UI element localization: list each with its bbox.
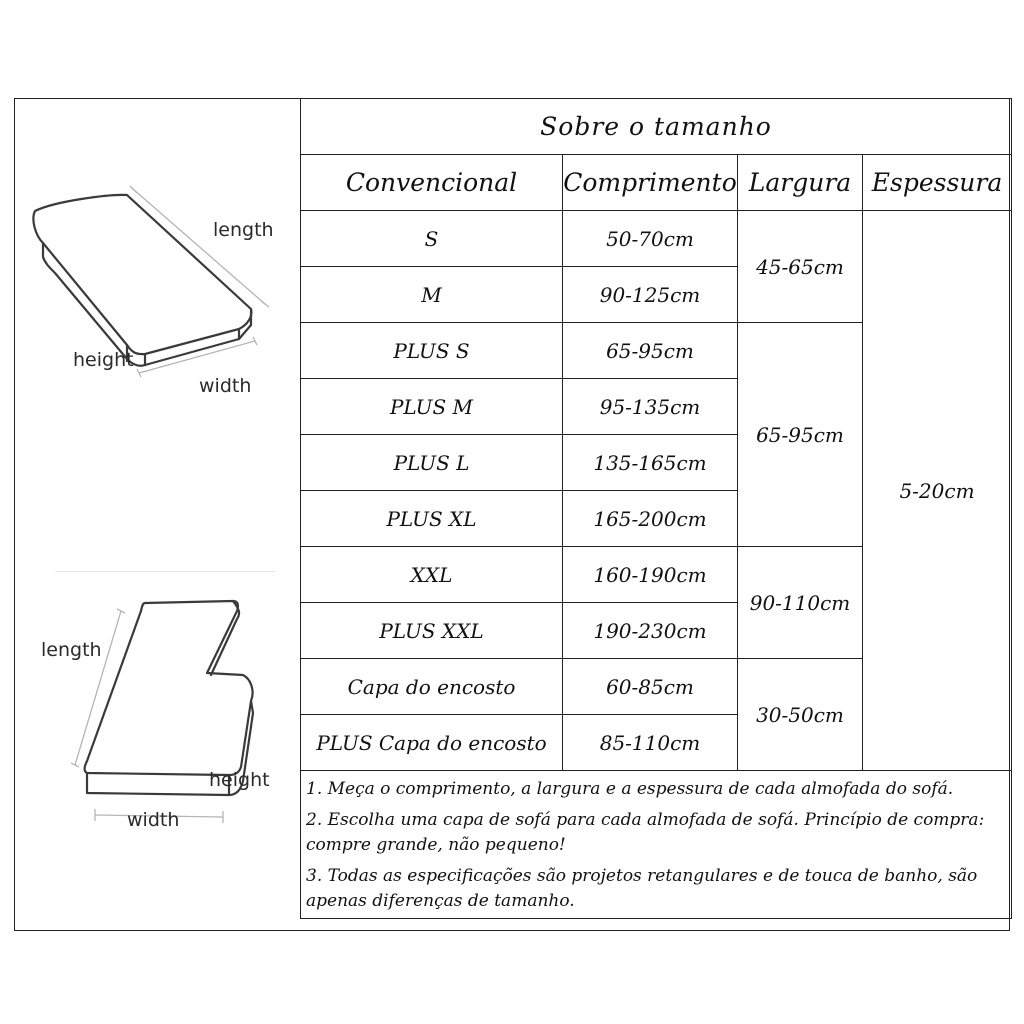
length-cell: 95-135cm	[563, 379, 738, 435]
size-cell: M	[301, 267, 563, 323]
length-cell: 135-165cm	[563, 435, 738, 491]
size-cell: PLUS L	[301, 435, 563, 491]
top-height-label: height	[73, 349, 134, 371]
notes-row	[301, 771, 1012, 919]
width-cell: 65-95cm	[738, 323, 863, 547]
header-espessura: Espessura	[863, 155, 1012, 211]
bottom-height-label: height	[209, 769, 270, 791]
table-title: Sobre o tamanho	[301, 99, 1012, 155]
top-length-label: length	[213, 219, 274, 241]
length-cell: 65-95cm	[563, 323, 738, 379]
bottom-length-label: length	[41, 639, 102, 661]
length-cell: 165-200cm	[563, 491, 738, 547]
length-cell: 190-230cm	[563, 603, 738, 659]
l-shaped-cushion-illustration	[15, 589, 301, 849]
note-3: 3. Todas as especificações são projetos retangulares e de touca de banho, são apenas diferenças de tamanho.	[306, 866, 978, 911]
header-largura: Largura	[738, 155, 863, 211]
width-cell: 30-50cm	[738, 659, 863, 771]
rectangular-cushion-drawing	[15, 139, 301, 409]
bottom-width-label: width	[127, 809, 180, 831]
size-cell: XXL	[301, 547, 563, 603]
length-cell: 90-125cm	[563, 267, 738, 323]
size-cell: PLUS M	[301, 379, 563, 435]
rectangular-cushion-illustration	[15, 139, 301, 409]
size-cell: PLUS XXL	[301, 603, 563, 659]
divider-line	[55, 571, 275, 572]
size-cell: PLUS Capa do encosto	[301, 715, 563, 771]
size-cell: S	[301, 211, 563, 267]
notes-cell	[301, 771, 1012, 919]
length-cell: 85-110cm	[563, 715, 738, 771]
length-cell: 50-70cm	[563, 211, 738, 267]
table-row	[301, 211, 1012, 267]
width-cell: 45-65cm	[738, 211, 863, 323]
size-table	[300, 98, 1012, 919]
header-row	[301, 155, 1012, 211]
size-cell: Capa do encosto	[301, 659, 563, 715]
note-1: 1. Meça o comprimento, a largura e a espessura de cada almofada do sofá.	[306, 779, 954, 799]
size-cell: PLUS XL	[301, 491, 563, 547]
header-comprimento: Comprimento	[563, 155, 738, 211]
length-cell: 60-85cm	[563, 659, 738, 715]
length-cell: 160-190cm	[563, 547, 738, 603]
width-cell: 90-110cm	[738, 547, 863, 659]
top-width-label: width	[199, 375, 252, 397]
size-chart-frame	[14, 98, 1010, 931]
illustration-panel	[15, 99, 301, 930]
size-cell: PLUS S	[301, 323, 563, 379]
header-convencional: Convencional	[301, 155, 563, 211]
title-row	[301, 99, 1012, 155]
note-2: 2. Escolha uma capa de sofá para cada almofada de sofá. Princípio de compra: compre grande, não pequeno!	[306, 810, 985, 855]
thickness-cell: 5-20cm	[863, 211, 1012, 771]
